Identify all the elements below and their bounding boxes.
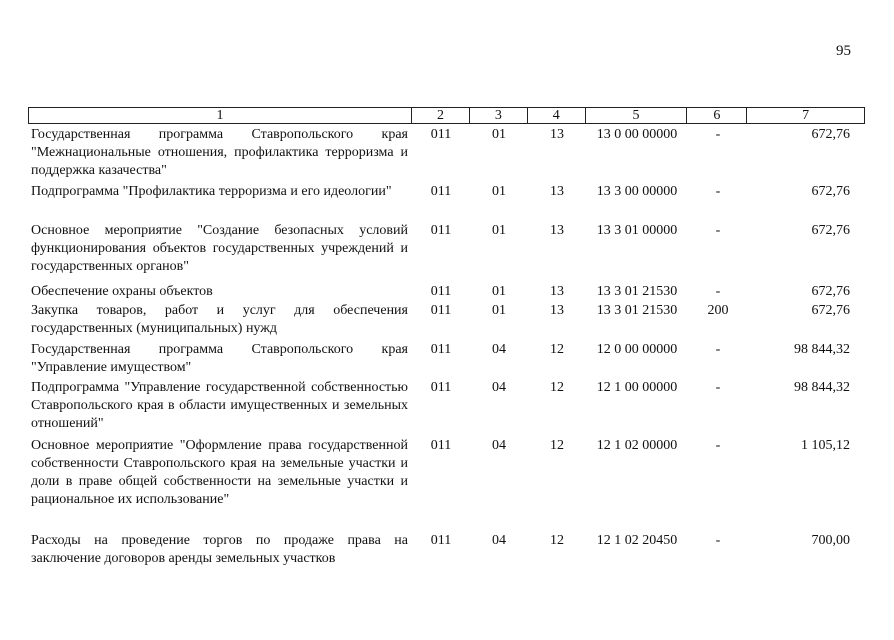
header-col-4: 4 [528,108,586,123]
row-target-code: 13 3 00 00000 [596,184,678,199]
header-col-2: 2 [412,108,470,123]
row-expense-type: 200 [707,303,729,318]
row-subsection-code: 12 [550,342,564,357]
row-amount: 672,76 [811,303,850,318]
row-subsection-code: 12 [550,438,564,453]
header-col-7: 7 [802,108,810,123]
row-expense-type: - [715,284,721,299]
row-ministry-code: 011 [430,342,452,357]
table-row [28,183,865,201]
row-ministry-code: 011 [430,438,452,453]
row-subsection-code: 13 [550,303,564,318]
row-name: Государственная программа Ставропольского края "Межнациональные отношения, профилактика терроризма и поддержка казачества" [31,127,408,178]
row-section-code: 01 [492,284,506,299]
row-ministry-code: 011 [430,303,452,318]
row-name: Обеспечение охраны объектов [31,284,213,299]
table-row [28,222,865,276]
table-row [28,341,865,377]
budget-table [28,107,865,566]
row-section-code: 04 [492,342,506,357]
row-expense-type: - [715,127,721,142]
table-row [28,532,865,568]
row-name: Подпрограмма "Профилактика терроризма и его идеологии" [31,184,392,199]
row-subsection-code: 13 [550,284,564,299]
row-name: Государственная программа Ставропольского края "Управление имуществом" [31,342,408,375]
page-number: 95 [836,43,851,59]
row-expense-type: - [715,438,721,453]
row-target-code: 12 1 00 00000 [596,380,678,395]
row-target-code: 13 3 01 00000 [596,223,678,238]
row-amount: 672,76 [811,284,850,299]
row-amount: 700,00 [811,533,850,548]
header-col-6: 6 [687,108,747,123]
row-amount: 672,76 [811,127,850,142]
row-subsection-code: 12 [550,380,564,395]
row-ministry-code: 011 [430,284,452,299]
row-section-code: 01 [492,127,506,142]
row-target-code: 12 0 00 00000 [596,342,678,357]
row-name: Подпрограмма "Управление государственной собственностью Ставропольского края в области имущественных и земельных отношений" [31,380,408,431]
table-header [28,107,865,124]
row-ministry-code: 011 [430,184,452,199]
row-section-code: 04 [492,533,506,548]
table-row [28,283,865,301]
row-target-code: 12 1 02 20450 [596,533,678,548]
header-col-3: 3 [470,108,528,123]
row-section-code: 01 [492,223,506,238]
row-expense-type: - [715,223,721,238]
table-row [28,379,865,433]
row-ministry-code: 011 [430,380,452,395]
row-ministry-code: 011 [430,127,452,142]
row-name: Закупка товаров, работ и услуг для обеспечения государственных (муниципальных) нужд [31,303,408,336]
row-amount: 1 105,12 [801,438,850,453]
row-subsection-code: 13 [550,184,564,199]
row-expense-type: - [715,380,721,395]
row-amount: 98 844,32 [794,380,850,395]
table-row [28,126,865,180]
header-col-1: 1 [29,108,412,123]
row-expense-type: - [715,184,721,199]
table-row [28,302,865,338]
row-subsection-code: 13 [550,223,564,238]
row-subsection-code: 12 [550,533,564,548]
row-ministry-code: 011 [430,533,452,548]
row-name: Основное мероприятие "Оформление права государственной собственности Ставропольского края на земельные участки и доли в праве общей собственности на земельные участки и рациональное их использование" [31,438,408,507]
row-section-code: 04 [492,438,506,453]
row-section-code: 01 [492,303,506,318]
row-section-code: 04 [492,380,506,395]
row-ministry-code: 011 [430,223,452,238]
row-expense-type: - [715,533,721,548]
row-amount: 98 844,32 [794,342,850,357]
row-target-code: 13 3 01 21530 [596,303,678,318]
row-name: Основное мероприятие "Создание безопасных условий функционирования объектов государственных учреждений и государственных органов" [31,223,408,274]
row-expense-type: - [715,342,721,357]
row-amount: 672,76 [811,184,850,199]
row-name: Расходы на проведение торгов по продаже права на заключение договоров аренды земельных участков [31,533,408,566]
row-target-code: 13 0 00 00000 [596,127,678,142]
row-amount: 672,76 [811,223,850,238]
row-target-code: 13 3 01 21530 [596,284,678,299]
header-col-5: 5 [586,108,688,123]
row-section-code: 01 [492,184,506,199]
row-target-code: 12 1 02 00000 [596,438,678,453]
table-row [28,437,865,509]
row-subsection-code: 13 [550,127,564,142]
